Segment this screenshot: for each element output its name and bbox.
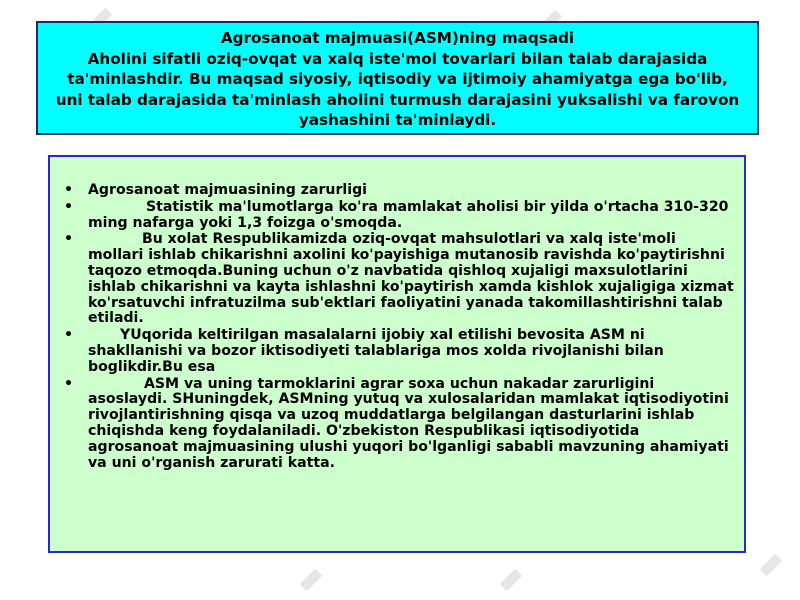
watermark-mark	[500, 569, 523, 592]
goal-text: Aholini sifatli oziq-ovqat va xalq iste'mol tovarlari bilan talab darajasida ta'minlashdir. Bu maqsad siyosiy, iqtisodiy va ijtimoiy ahamiyatga ega bo'lib, uni talab darajasida ta'minlash aholini turmush darajasini yuksalishi va farovon yashashini ta'minlaydi.	[55, 49, 740, 129]
watermark-mark	[300, 569, 323, 592]
list-item	[58, 328, 734, 375]
list-item-text: ASM va uning tarmoklarini agrar soxa uchun nakadar zarurligini asoslaydi. SHuningdek, ASMning yutuq va xulosalaridan mamlakat iqtisodiyotini rivojlantirishning qisqa va uzoq muddatlarga belgilangan dasturlarini ishlab chiqishda keng foydalaniladi. O'zbekiston Respublikasi iqtisodiyotida agrosanoat majmuasining ulushi yuqori bo'lganligi sababli mavzuning ahamiyati va uni o'rganish zarurati katta.	[88, 375, 729, 471]
importance-box	[48, 155, 746, 553]
bullet-icon: •	[64, 231, 74, 248]
list-item-text: Agrosanoat majmuasining zarurligi	[88, 182, 367, 198]
bullet-icon: •	[64, 327, 74, 344]
list-item	[58, 232, 734, 327]
importance-list	[58, 183, 734, 471]
goal-box	[36, 21, 759, 135]
list-item	[58, 200, 734, 232]
list-item	[58, 377, 734, 472]
list-item	[58, 183, 734, 199]
list-item-text: YUqorida keltirilgan masalalarni ijobiy xal etilishi bevosita ASM ni shakllanishi va bozor iktisodiyeti talablariga mos xolda rivojlanishi bilan boglikdir.Bu esa	[88, 327, 664, 375]
list-item-text: Bu xolat Respublikamizda oziq-ovqat mahsulotlari va xalq iste'moli mollari ishlab chikarishni axolini ko'payishiga mutanosib ravishda ko'paytirishni taqozo etmoqda.Buning uchun o'z navbatida qishloq xujaligi maxsulotlarini ishlab chikarishni va kayta ishlashni ko'paytirish xamda kishlok xujaligiga xizmat ko'rsatuvchi infratuzilma sub'ektlari faoliyatini yanada takomillashtirishni talab etiladi.	[88, 231, 734, 327]
list-item-text: Statistik ma'lumotlarga ko'ra mamlakat aholisi bir yilda o'rtacha 310-320 ming nafarga yoki 1,3 foizga o'smoqda.	[88, 198, 729, 231]
goal-title: Agrosanoat majmuasi(ASM)ning maqsadi	[220, 29, 575, 47]
watermark-mark	[760, 554, 783, 577]
bullet-icon: •	[64, 182, 74, 198]
bullet-icon: •	[64, 198, 74, 215]
bullet-icon: •	[64, 375, 74, 392]
